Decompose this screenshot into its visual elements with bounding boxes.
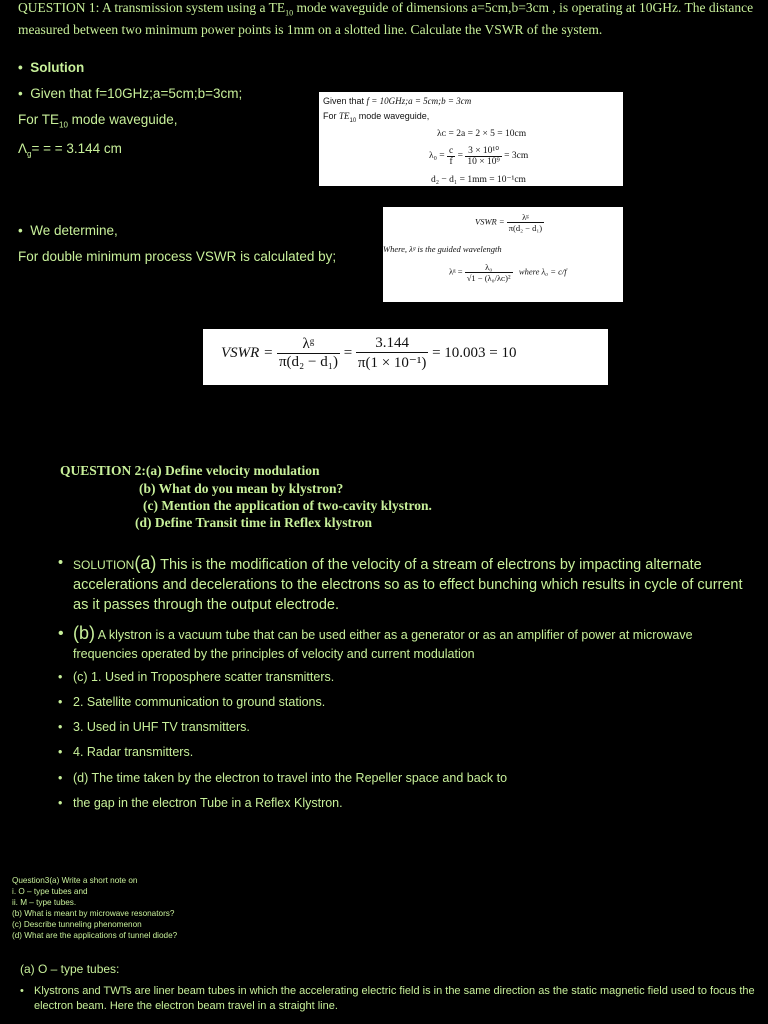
o-type-body-text: Klystrons and TWTs are liner beam tubes in which the accelerating electric field is in the same direction as the static magnetic field used to focus the electron beam. Here the electron beam travel in a straight line. [34, 985, 755, 1012]
solution-2-d1 [58, 771, 748, 785]
solution-d1-text: (d) The time taken by the electron to travel into the Repeller space and back to [73, 771, 508, 785]
solution-c1-text: (c) 1. Used in Troposphere scatter transmitters. [73, 670, 335, 684]
bullet: • [18, 60, 23, 75]
bullet: • [58, 720, 63, 734]
box2-lg-den: √1 − (λ₀/λᴄ)² [466, 273, 511, 283]
box3-lhs: VSWR = [221, 344, 277, 361]
box1-eq2-f1-den: f [449, 156, 453, 167]
question-3-line-5: (c) Describe tunneling phenomenon [12, 920, 142, 929]
question-2-c: (c) Mention the application of two-cavity klystron. [143, 498, 432, 513]
box1-eq2 [429, 145, 528, 167]
box1-line2 [323, 111, 429, 124]
solution-2-c4 [58, 745, 748, 759]
box2-vswr-frac [507, 212, 544, 233]
bullet: • [58, 555, 64, 571]
solution-heading-text: Solution [30, 60, 85, 75]
question-1-sub: 10 [285, 8, 294, 18]
box2-vswr-num: λᵍ [507, 212, 544, 223]
box1-line2-a: For [323, 111, 340, 121]
double-min-line: For double minimum process VSWR is calculated by; [18, 249, 337, 264]
box2-vswr [475, 212, 544, 233]
question-3-line-3: ii. M – type tubes. [12, 898, 77, 907]
given-line [18, 86, 242, 101]
box3-f2-den: π(1 × 10⁻¹) [357, 355, 427, 371]
solution-heading [18, 60, 84, 75]
question-2-a: QUESTION 2:(a) Define velocity modulation [60, 463, 320, 478]
question-3-line-1: Question3(a) Write a short note on [12, 876, 138, 885]
box3-rhs: = 10.003 = 10 [428, 344, 517, 361]
box1-eq3: d₂ − d₁ = 1mm = 10⁻¹cm [431, 175, 526, 185]
lambda-sub: g [27, 149, 32, 159]
solution-d2-text: the gap in the electron Tube in a Reflex Klystron. [73, 796, 343, 810]
solution-b-body: A klystron is a vacuum tube that can be used either as a generator or as an amplifier of power at microwave frequencies operated by the principles of velocity and current modulation [73, 628, 693, 661]
solution-2-b [58, 624, 748, 664]
box2-where: Where, λᵍ is the guided wavelength [383, 244, 502, 254]
box3-f2-num: 3.144 [356, 335, 428, 353]
question-3-line-6: (d) What are the applications of tunnel diode? [12, 931, 178, 940]
bullet: • [58, 745, 63, 759]
solution-2-c2 [58, 695, 748, 709]
box2-vswr-lhs: VSWR = [475, 216, 507, 227]
box1-eq2-lhs: λ₀ = [429, 151, 448, 162]
bullet: • [58, 625, 64, 642]
given-equations-box [319, 92, 623, 186]
lambda-symbol: Λ [18, 141, 28, 156]
vswr-formula-box [383, 207, 623, 302]
box1-eq2-mid: = [455, 151, 466, 162]
box1-line2-sub: 10 [349, 117, 357, 124]
for-te-line [18, 112, 178, 130]
box3-eq: = [339, 344, 356, 361]
question-1-rest: mode waveguide of dimensions a=5cm,b=3cm , is operating at 10GHz. The distance measured between two minimum power points is 1mm on a slotted line. Calculate the VSWR of the system. [18, 0, 754, 37]
box1-line1-a: Given that [323, 96, 367, 106]
for-te-rest: mode waveguide, [67, 112, 178, 127]
solution-2-c1 [58, 670, 748, 684]
bullet: • [58, 796, 63, 810]
solution-2-a-text [73, 553, 748, 615]
for-te-sub: 10 [59, 120, 68, 130]
we-determine-text: We determine, [30, 223, 118, 238]
question-1 [18, 0, 758, 38]
box1-eq2-f2-num: 3 × 10¹⁰ [465, 145, 501, 157]
solution-2-b-text [73, 624, 748, 664]
solution-2-c3 [58, 720, 748, 734]
box3-frac2 [356, 335, 428, 372]
solution-a-label: (a) [134, 553, 157, 573]
box1-line2-c: mode waveguide, [356, 111, 430, 121]
box2-lg-frac [465, 262, 513, 283]
box3-frac1 [277, 336, 340, 371]
solution-label: SOLUTION [73, 558, 135, 572]
box3-f1-den: π(d₂ − d₁) [278, 354, 338, 370]
lambda-g-line [18, 141, 122, 159]
box3-equation [221, 335, 517, 372]
question-3-line-2: i. O – type tubes and [12, 887, 88, 896]
bullet: • [58, 695, 63, 709]
solution-a-body: This is the modification of the velocity of a stream of electrons by impacting alternate accelerations and decelerations to the electrons so as to effect bunching which results in cycle of current as it passes through the output electrode. [73, 557, 743, 613]
bullet: • [18, 223, 23, 238]
for-te-prefix: For TE [18, 112, 60, 127]
box3-f1-num: λᵍ [277, 336, 340, 354]
bullet: • [18, 86, 23, 101]
box1-eq2-frac2 [465, 145, 501, 167]
question-2-b: (b) What do you mean by klystron? [139, 481, 344, 496]
question-3 [12, 875, 177, 941]
given-text: Given that f=10GHz;a=5cm;b=3cm; [30, 86, 243, 101]
box2-lg-where: where λ₀ = c/f [518, 266, 567, 277]
solution-c3-text: 3. Used in UHF TV transmitters. [73, 720, 250, 734]
vswr-result-box [203, 329, 608, 385]
box1-eq2-f2-den: 10 × 10⁹ [467, 157, 500, 167]
box1-line1 [323, 96, 471, 106]
box1-line2-b: TE [339, 111, 350, 121]
box2-lg-num: λ₀ [465, 262, 513, 273]
question-2-d: (d) Define Transit time in Reflex klystron [135, 515, 372, 530]
solution-c2-text: 2. Satellite communication to ground stations. [73, 695, 326, 709]
bullet: • [20, 985, 24, 997]
box2-lg [449, 262, 567, 283]
box1-eq1: λᴄ = 2a = 2 × 5 = 10cm [437, 129, 527, 139]
o-type-title: (a) O – type tubes: [20, 962, 120, 976]
o-type-body [20, 984, 755, 1014]
question-3-line-4: (b) What is meant by microwave resonators? [12, 909, 175, 918]
bullet: • [58, 670, 63, 684]
question-1-prefix: QUESTION 1: A transmission system using a TE [18, 0, 286, 15]
we-determine-line [18, 223, 118, 238]
box2-vswr-den: π(d₂ − d₁) [508, 223, 543, 233]
box1-eq2-rhs: = 3cm [501, 151, 529, 162]
solution-c4-text: 4. Radar transmitters. [73, 745, 194, 759]
bullet: • [58, 771, 63, 785]
solution-b-label: (b) [73, 623, 95, 643]
solution-2-d2 [58, 796, 748, 810]
box1-eq2-f1-num: c [449, 145, 454, 156]
solution-2-a [58, 553, 748, 615]
box1-line1-b: f = 10GHz;a = 5cm;b = 3cm [366, 96, 472, 106]
lambda-g-rest: = = = 3.144 cm [31, 141, 122, 156]
box2-lg-lhs: λᵍ = [449, 266, 465, 277]
